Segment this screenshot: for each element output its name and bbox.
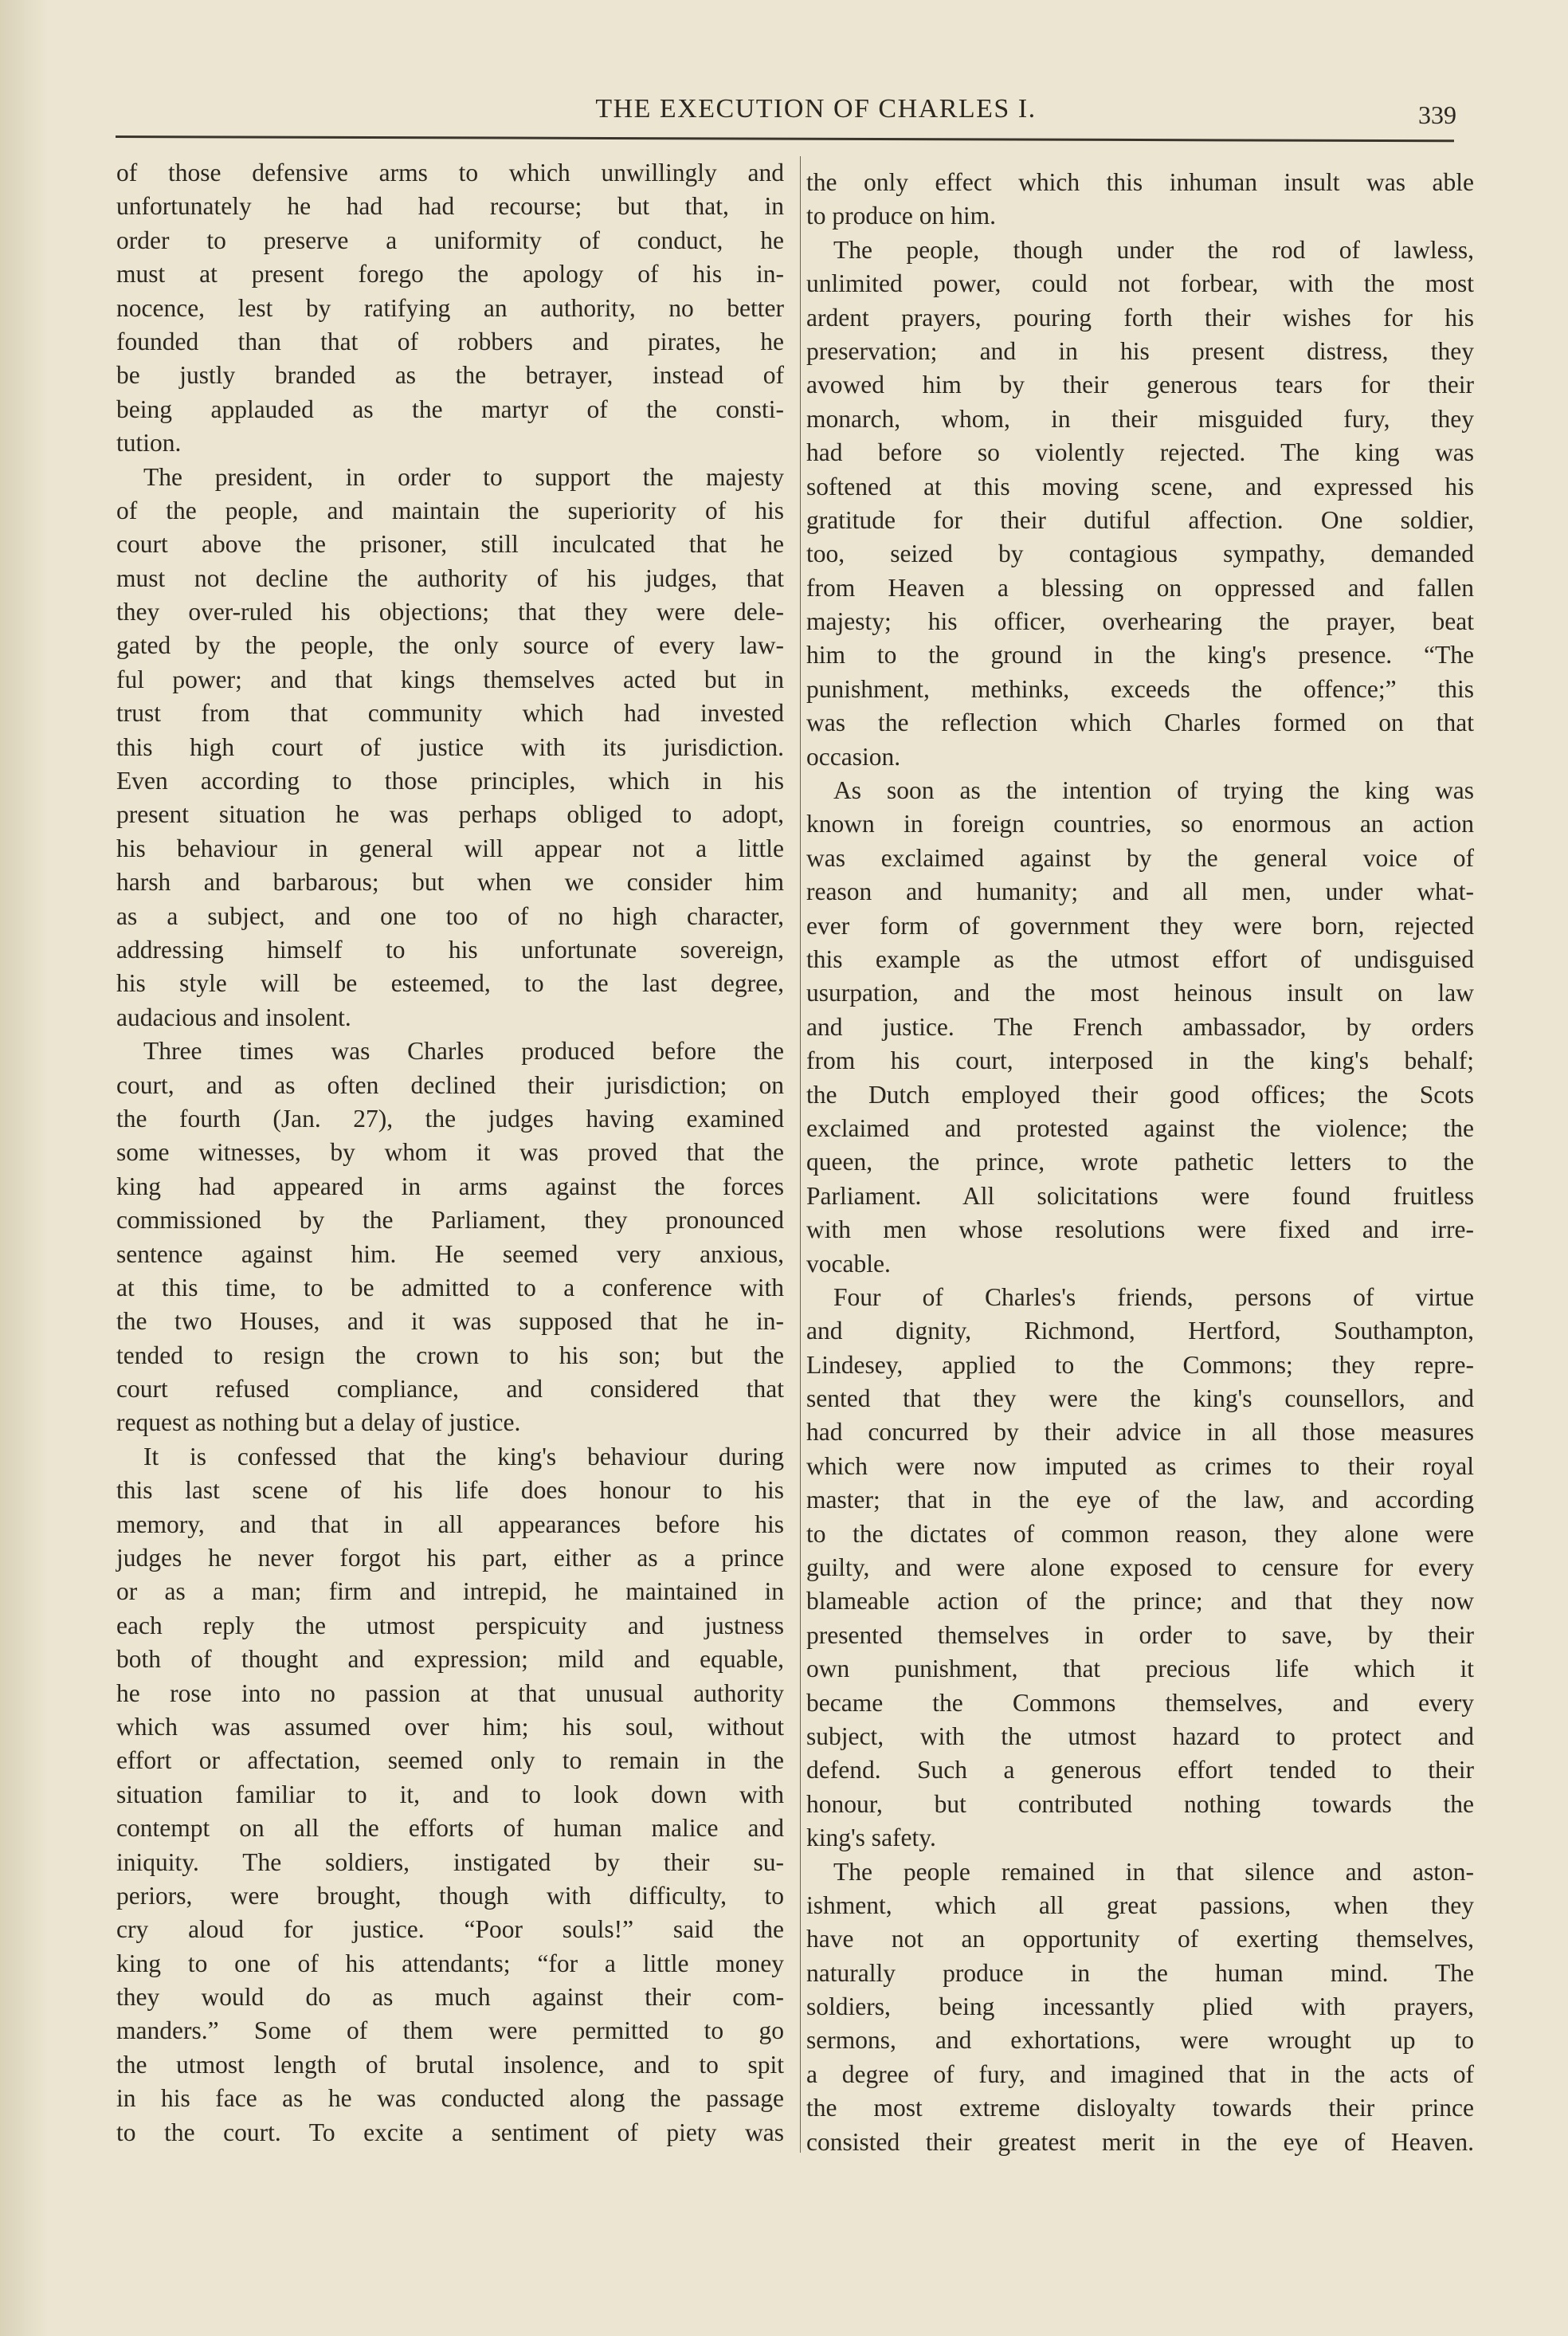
- text-line: ever form of government they were born, rejected: [806, 911, 1474, 940]
- paragraph: [116, 461, 784, 1035]
- text-line: order to preserve a uniformity of conduct, he: [116, 226, 784, 254]
- text-line: sentence against him. He seemed very anxious,: [116, 1239, 784, 1268]
- text-line: to the court. To excite a sentiment of piety was: [116, 2118, 784, 2146]
- text-line: being applauded as the martyr of the consti-: [116, 395, 784, 423]
- text-line: sermons, and exhortations, were wrought up to: [806, 2026, 1474, 2055]
- text-line: nocence, lest by ratifying an authority, no better: [116, 293, 784, 322]
- text-line: contempt on all the efforts of human malice and: [116, 1814, 784, 1843]
- text-line: to produce on him.: [806, 202, 996, 230]
- page-number: 339: [1418, 100, 1456, 129]
- text-line: Three times was Charles produced before the: [143, 1037, 784, 1066]
- text-line: or as a man; firm and intrepid, he maintained in: [116, 1577, 784, 1606]
- text-line: manders.” Some of them were permitted to go: [116, 2016, 784, 2045]
- text-line: he rose into no passion at that unusual authority: [116, 1678, 784, 1707]
- text-line: own punishment, that precious life which it: [806, 1655, 1474, 1683]
- text-line: became the Commons themselves, and every: [806, 1688, 1474, 1717]
- text-line: periors, were brought, though with difficulty, to: [116, 1881, 784, 1910]
- text-line: the utmost length of brutal insolence, and to spit: [116, 2050, 784, 2079]
- text-line: majesty; his officer, overhearing the prayer, beat: [806, 607, 1474, 636]
- column-divider: [800, 156, 801, 2153]
- text-line: as a subject, and one too of no high character,: [116, 901, 784, 930]
- text-line: each reply the utmost perspicuity and justness: [116, 1611, 784, 1639]
- text-line: court above the prisoner, still inculcated that he: [116, 530, 784, 559]
- page-edge-shadow: [0, 0, 48, 2336]
- text-line: It is confessed that the king's behaviour during: [143, 1442, 784, 1470]
- text-line: this high court of justice with its jurisdiction.: [116, 732, 784, 761]
- text-line: judges he never forgot his part, either as a prince: [116, 1544, 784, 1572]
- text-line: founded than that of robbers and pirates, he: [116, 327, 784, 355]
- text-line: harsh and barbarous; but when we consider him: [116, 868, 784, 897]
- header-rule: [116, 135, 1454, 142]
- text-line: cry aloud for justice. “Poor souls!” said the: [116, 1915, 784, 1944]
- paragraph: [806, 234, 1474, 774]
- text-line: unfortunately he had had recourse; but that, in: [116, 192, 784, 221]
- text-line: tended to resign the crown to his son; but the: [116, 1341, 784, 1369]
- text-line: occasion.: [806, 742, 901, 771]
- text-line: his style will be esteemed, to the last degree,: [116, 969, 784, 998]
- text-line: The people, though under the rod of lawless,: [833, 235, 1474, 264]
- text-line: audacious and insolent.: [116, 1003, 351, 1031]
- text-line: defend. Such a generous effort tended to their: [806, 1756, 1474, 1784]
- left-column: [116, 156, 784, 2150]
- paragraph: [116, 156, 784, 461]
- text-line: ful power; and that kings themselves acted but in: [116, 665, 784, 693]
- text-line: king to one of his attendants; “for a little money: [116, 1949, 784, 1977]
- text-line: had concurred by their advice in all those measures: [806, 1418, 1474, 1447]
- text-line: court refused compliance, and considered that: [116, 1375, 784, 1404]
- paragraph: [116, 1035, 784, 1440]
- text-line: reason and humanity; and all men, under what-: [806, 877, 1474, 906]
- text-line: Even according to those principles, which in his: [116, 767, 784, 795]
- text-line: in his face as he was conducted along the passage: [116, 2084, 784, 2113]
- text-line: the most extreme disloyalty towards their prince: [806, 2094, 1474, 2122]
- text-line: Four of Charles's friends, persons of virtue: [833, 1282, 1474, 1311]
- text-line: request as nothing but a delay of justice.: [116, 1408, 521, 1437]
- text-line: Lindesey, applied to the Commons; they repre-: [806, 1350, 1474, 1379]
- text-line: ardent prayers, pouring forth their wishes for his: [806, 303, 1474, 332]
- text-line: present situation he was perhaps obliged to adopt,: [116, 800, 784, 829]
- text-line: must not decline the authority of his judges, that: [116, 563, 784, 592]
- text-line: blameable action of the prince; and that they now: [806, 1587, 1474, 1616]
- text-line: honour, but contributed nothing towards the: [806, 1789, 1474, 1818]
- text-line: memory, and that in all appearances before his: [116, 1510, 784, 1538]
- paragraph: [806, 166, 1474, 234]
- text-line: both of thought and expression; mild and equable,: [116, 1645, 784, 1674]
- text-line: have not an opportunity of exerting themselves,: [806, 1925, 1474, 1953]
- text-line: commissioned by the Parliament, they pronounced: [116, 1206, 784, 1235]
- text-line: which were now imputed as crimes to their royal: [806, 1451, 1474, 1480]
- text-line: situation familiar to it, and to look down with: [116, 1780, 784, 1808]
- text-line: was exclaimed against by the general voice of: [806, 843, 1474, 872]
- text-line: the two Houses, and it was supposed that he in-: [116, 1307, 784, 1336]
- text-line: from his court, interposed in the king's behalf;: [806, 1046, 1474, 1075]
- text-line: effort or affectation, seemed only to remain in the: [116, 1746, 784, 1775]
- text-line: gated by the people, the only source of every law-: [116, 631, 784, 660]
- text-line: avowed him by their generous tears for their: [806, 371, 1474, 399]
- text-line: sented that they were the king's counsellors, and: [806, 1384, 1474, 1413]
- text-line: softened at this moving scene, and expressed his: [806, 472, 1474, 501]
- text-line: queen, the prince, wrote pathetic letters to the: [806, 1148, 1474, 1176]
- text-line: they over-ruled his objections; that they were dele-: [116, 598, 784, 626]
- text-line: of the people, and maintain the superiority of his: [116, 496, 784, 524]
- text-line: court, and as often declined their jurisdiction; on: [116, 1070, 784, 1099]
- text-line: at this time, to be admitted to a conference with: [116, 1273, 784, 1301]
- text-line: master; that in the eye of the law, and according: [806, 1486, 1474, 1514]
- text-line: the only effect which this inhuman insult was able: [806, 168, 1474, 196]
- text-line: must at present forego the apology of his in-: [116, 260, 784, 289]
- text-line: king's safety.: [806, 1824, 936, 1852]
- running-head: THE EXECUTION OF CHARLES I.: [595, 94, 1037, 124]
- text-line: this last scene of his life does honour to his: [116, 1476, 784, 1505]
- text-line: punishment, methinks, exceeds the offence;” this: [806, 674, 1474, 703]
- text-line: some witnesses, by whom it was proved that the: [116, 1138, 784, 1167]
- text-line: and dignity, Richmond, Hertford, Southampton,: [806, 1317, 1474, 1345]
- text-line: the Dutch employed their good offices; the Scots: [806, 1080, 1474, 1109]
- text-line: The president, in order to support the majesty: [143, 462, 784, 491]
- text-line: be justly branded as the betrayer, instead of: [116, 361, 784, 390]
- text-line: iniquity. The soldiers, instigated by their su-: [116, 1847, 784, 1876]
- text-line: with men whose resolutions were fixed and irre-: [806, 1215, 1474, 1244]
- text-line: subject, with the utmost hazard to protect and: [806, 1722, 1474, 1750]
- text-line: to the dictates of common reason, they alone were: [806, 1519, 1474, 1548]
- paragraph: [806, 1855, 1474, 2160]
- text-line: of those defensive arms to which unwillingly and: [116, 159, 784, 186]
- paragraph: [806, 1281, 1474, 1855]
- text-line: and justice. The French ambassador, by orders: [806, 1012, 1474, 1041]
- text-line: Parliament. All solicitations were found fruitless: [806, 1181, 1474, 1210]
- text-line: preservation; and in his present distress, they: [806, 336, 1474, 365]
- text-line: The people remained in that silence and aston-: [833, 1857, 1474, 1886]
- text-line: had before so violently rejected. The king was: [806, 438, 1474, 467]
- text-line: As soon as the intention of trying the king was: [833, 776, 1474, 805]
- text-line: they would do as much against their com-: [116, 1983, 784, 2012]
- text-line: addressing himself to his unfortunate sovereign,: [116, 935, 784, 964]
- text-line: a degree of fury, and imagined that in the acts of: [806, 2059, 1474, 2088]
- text-line: was the reflection which Charles formed on that: [806, 709, 1474, 737]
- text-line: this example as the utmost effort of undisguised: [806, 944, 1474, 973]
- text-line: unlimited power, could not forbear, with the most: [806, 269, 1474, 298]
- text-line: which was assumed over him; his soul, without: [116, 1712, 784, 1741]
- text-line: guilty, and were alone exposed to censure for every: [806, 1553, 1474, 1582]
- paragraph: [806, 774, 1474, 1281]
- text-line: his behaviour in general will appear not a little: [116, 834, 784, 862]
- text-line: consisted their greatest merit in the eye of Heaven.: [806, 2127, 1474, 2156]
- text-line: from Heaven a blessing on oppressed and fallen: [806, 573, 1474, 602]
- text-line: trust from that community which had invested: [116, 699, 784, 728]
- text-line: ishment, which all great passions, when they: [806, 1890, 1474, 1919]
- text-line: soldiers, being incessantly plied with prayers,: [806, 1992, 1474, 2021]
- text-line: naturally produce in the human mind. The: [806, 1958, 1474, 1987]
- text-line: tution.: [116, 429, 182, 457]
- text-line: monarch, whom, in their misguided fury, they: [806, 404, 1474, 433]
- text-line: too, seized by contagious sympathy, demanded: [806, 540, 1474, 568]
- text-line: him to the ground in the king's presence. “The: [806, 641, 1474, 669]
- text-line: known in foreign countries, so enormous an action: [806, 810, 1474, 838]
- right-column: [806, 166, 1474, 2159]
- text-line: usurpation, and the most heinous insult on law: [806, 979, 1474, 1007]
- text-line: the fourth (Jan. 27), the judges having examined: [116, 1104, 784, 1133]
- text-line: exclaimed and protested against the violence; the: [806, 1113, 1474, 1142]
- paragraph: [116, 1440, 784, 2150]
- text-line: presented themselves in order to save, by their: [806, 1620, 1474, 1649]
- text-line: king had appeared in arms against the forces: [116, 1172, 784, 1200]
- text-line: gratitude for their dutiful affection. One soldier,: [806, 505, 1474, 534]
- text-line: vocable.: [806, 1249, 891, 1278]
